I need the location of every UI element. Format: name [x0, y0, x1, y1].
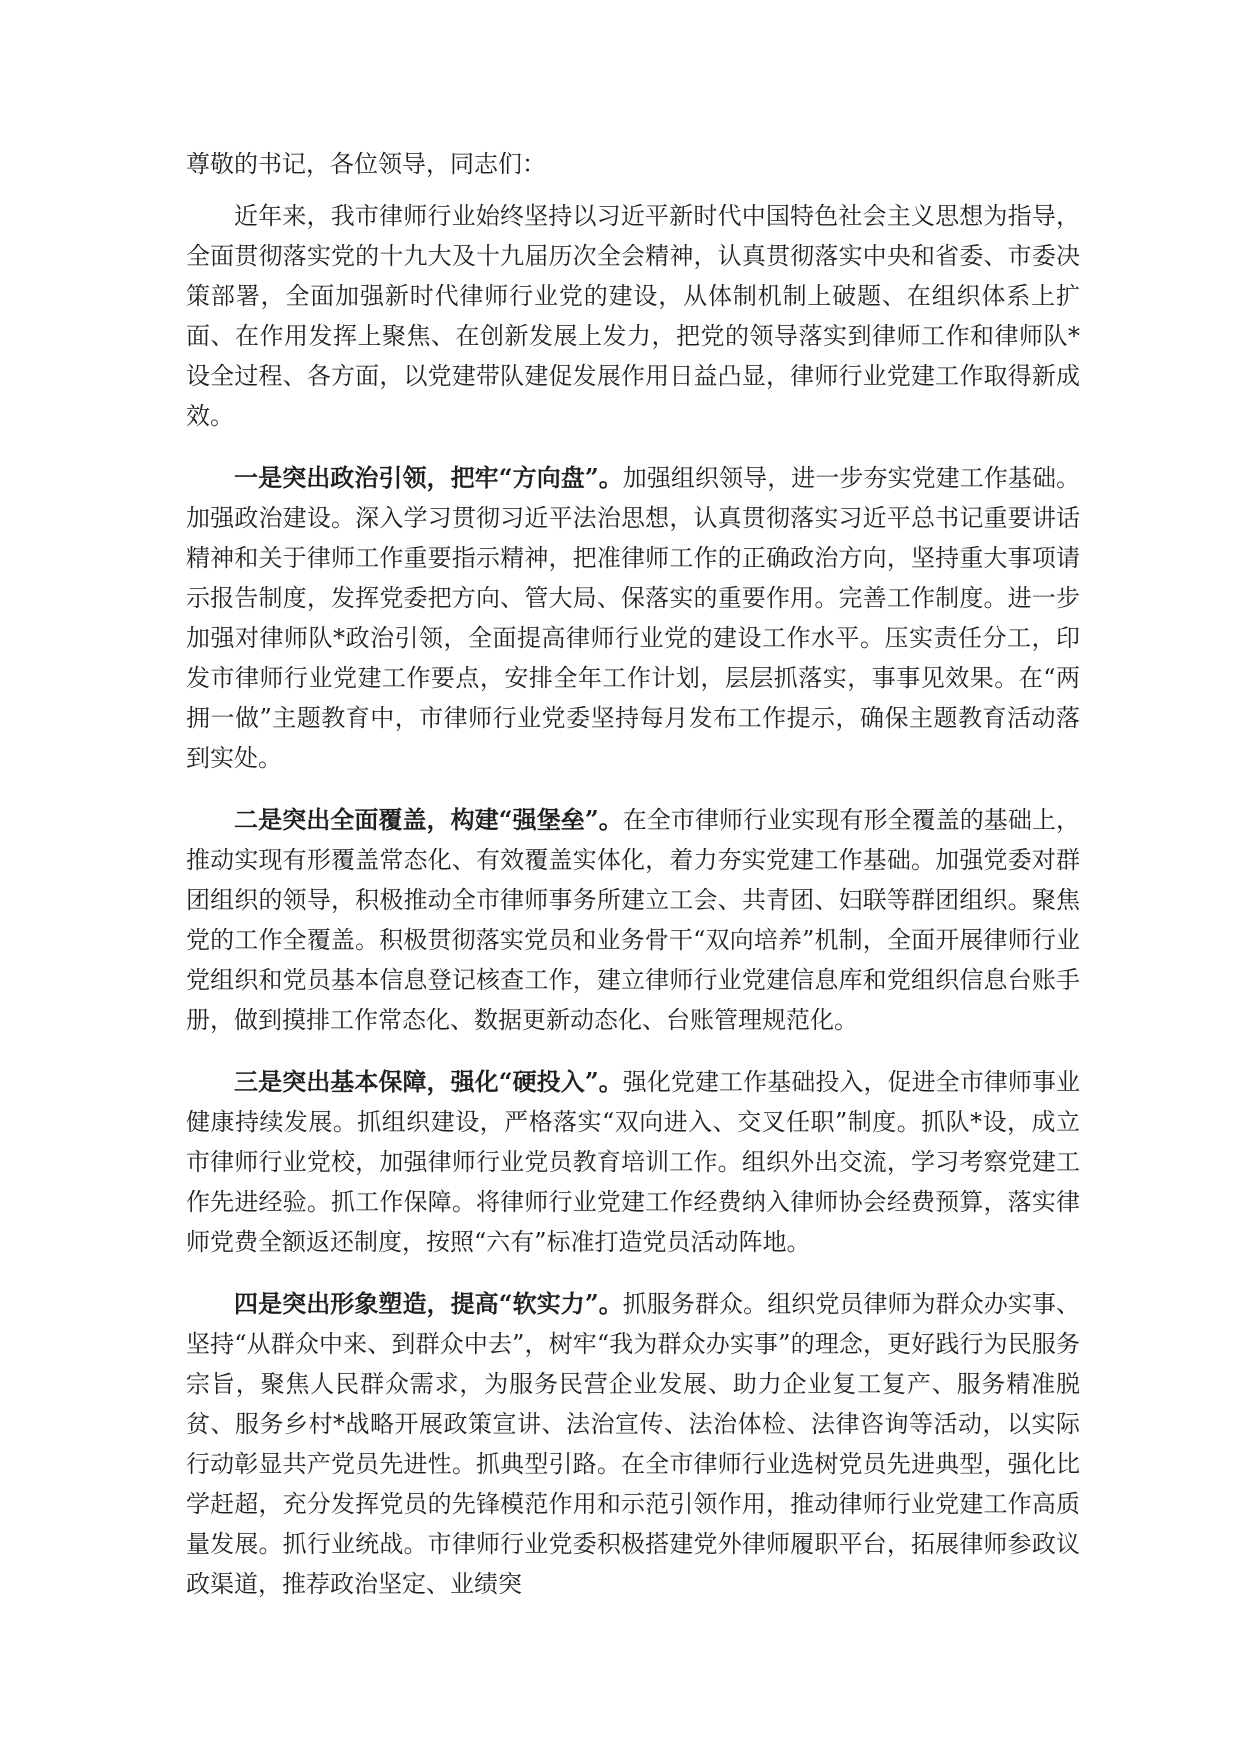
section-body: 抓服务群众。组织党员律师为群众办实事、坚持“从群众中来、到群众中去”，树牢“我为群众办实事”的理念，更好践行为民服务宗旨，聚焦人民群众需求，为服务民营企业发展、助力企业复工复产、服务精准脱贫、服务乡村*战略开展政策宣讲、法治宣传、法治体检、法律咨询等活动，以实际行动彰显共产党员先进性。抓典型引路。在全市律师行业选树党员先进典型，强化比学赶超，充分发挥党员的先锋模范作用和示范引领作用，推动律师行业党建工作高质量发展。抓行业统战。市律师行业党委积极搭建党外律师履职平台，拓展律师参政议政渠道，推荐政治坚定、业绩突	[186, 1290, 1081, 1598]
section-paragraph	[186, 800, 1080, 1040]
section-body: 强化党建工作基础投入，促进全市律师事业健康持续发展。抓组织建设，严格落实“双向进入、交叉任职”制度。抓队*设，成立市律师行业党校，加强律师行业党员教育培训工作。组织外出交流，学习考察党建工作先进经验。抓工作保障。将律师行业党建工作经费纳入律师协会经费预算，落实律师党费全额返还制度，按照“六有”标准打造党员活动阵地。	[186, 1068, 1081, 1256]
section-paragraph	[186, 1284, 1080, 1604]
section-heading: 四是突出形象塑造，提高“软实力”。	[234, 1289, 623, 1318]
section-heading: 一是突出政治引领，把牢“方向盘”。	[234, 463, 623, 492]
intro-paragraph: 近年来，我市律师行业始终坚持以习近平新时代中国特色社会主义思想为指导，全面贯彻落实党的十九大及十九届历次全会精神，认真贯彻落实中央和省委、市委决策部署，全面加强新时代律师行业党的建设，从体制机制上破题、在组织体系上扩面、在作用发挥上聚焦、在创新发展上发力，把党的领导落实到律师工作和律师队*设全过程、各方面，以党建带队建促发展作用日益凸显，律师行业党建工作取得新成效。	[186, 202, 1080, 430]
section-body: 加强组织领导，进一步夯实党建工作基础。加强政治建设。深入学习贯彻习近平法治思想，认真贯彻落实习近平总书记重要讲话精神和关于律师工作重要指示精神，把准律师工作的正确政治方向，坚持重大事项请示报告制度，发挥党委把方向、管大局、保落实的重要作用。完善工作制度。进一步加强对律师队*政治引领，全面提高律师行业党的建设工作水平。压实责任分工，印发市律师行业党建工作要点，安排全年工作计划，层层抓落实，事事见效果。在“两拥一做”主题教育中，市律师行业党委坚持每月发布工作提示，确保主题教育活动落到实处。	[186, 464, 1081, 772]
section-paragraph	[186, 1062, 1080, 1262]
section-heading: 三是突出基本保障，强化“硬投入”。	[234, 1067, 623, 1096]
section-paragraph	[186, 458, 1080, 778]
document-body	[186, 144, 1080, 1604]
section-body: 在全市律师行业实现有形全覆盖的基础上，推动实现有形覆盖常态化、有效覆盖实体化，着力夯实党建工作基础。加强党委对群团组织的领导，积极推动全市律师事务所建立工会、共青团、妇联等群团组织。聚焦党的工作全覆盖。积极贯彻落实党员和业务骨干“双向培养”机制，全面开展律师行业党组织和党员基本信息登记核查工作，建立律师行业党建信息库和党组织信息台账手册，做到摸排工作常态化、数据更新动态化、台账管理规范化。	[186, 806, 1081, 1034]
salutation: 尊敬的书记，各位领导，同志们：	[186, 150, 546, 178]
section-heading: 二是突出全面覆盖，构建“强堡垒”。	[234, 805, 623, 834]
